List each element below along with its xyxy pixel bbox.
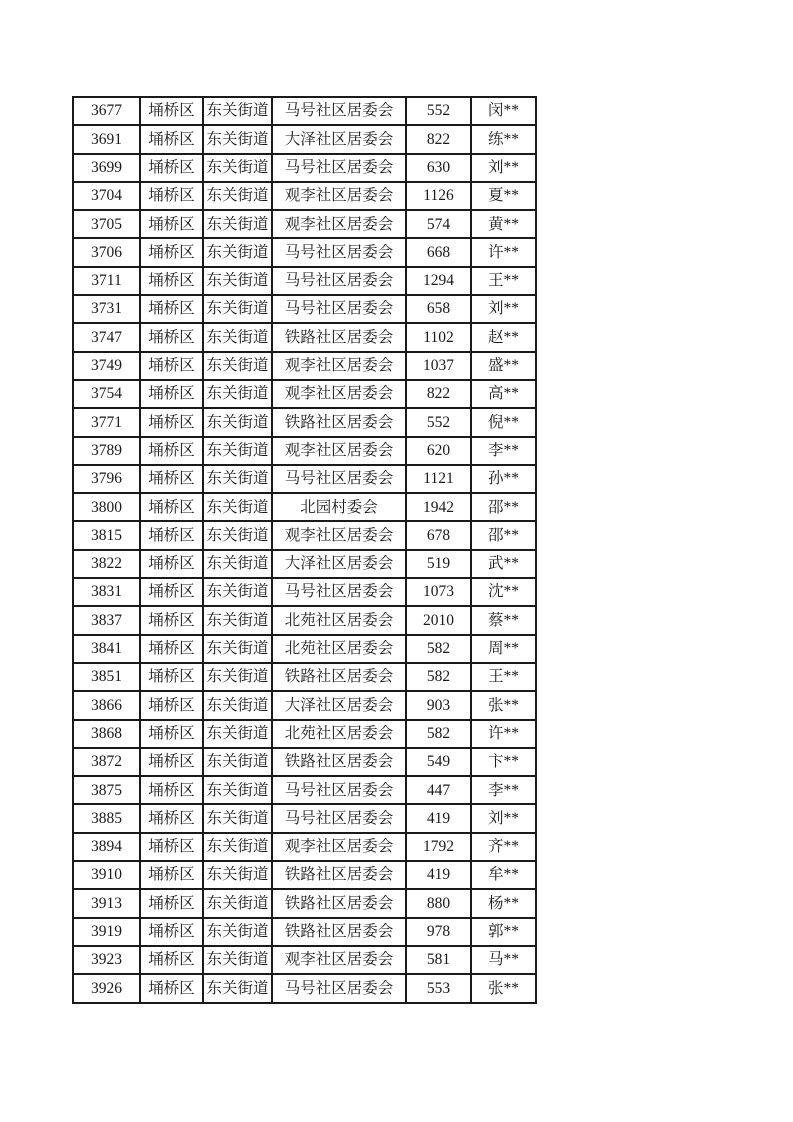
district-cell: 埇桥区 <box>140 578 203 606</box>
district-cell: 埇桥区 <box>140 804 203 832</box>
table-row <box>73 720 536 748</box>
masked_name-cell: 倪** <box>471 408 536 436</box>
count-cell: 880 <box>406 889 471 917</box>
table-row <box>73 238 536 266</box>
district-cell: 埇桥区 <box>140 182 203 210</box>
masked_name-cell: 盛** <box>471 352 536 380</box>
street-cell: 东关街道 <box>203 380 272 408</box>
table-row <box>73 804 536 832</box>
serial-cell: 3885 <box>73 804 140 832</box>
street-cell: 东关街道 <box>203 606 272 634</box>
district-cell: 埇桥区 <box>140 295 203 323</box>
count-cell: 822 <box>406 380 471 408</box>
masked_name-cell: 马** <box>471 946 536 974</box>
table-row <box>73 295 536 323</box>
count-cell: 574 <box>406 210 471 238</box>
district-cell: 埇桥区 <box>140 437 203 465</box>
street-cell: 东关街道 <box>203 352 272 380</box>
table-row <box>73 946 536 974</box>
serial-cell: 3919 <box>73 918 140 946</box>
organization-cell: 铁路社区居委会 <box>272 663 406 691</box>
table-row <box>73 889 536 917</box>
district-cell: 埇桥区 <box>140 833 203 861</box>
table-row <box>73 861 536 889</box>
count-cell: 2010 <box>406 606 471 634</box>
street-cell: 东关街道 <box>203 408 272 436</box>
district-cell: 埇桥区 <box>140 663 203 691</box>
serial-cell: 3851 <box>73 663 140 691</box>
street-cell: 东关街道 <box>203 521 272 549</box>
organization-cell: 观李社区居委会 <box>272 437 406 465</box>
masked_name-cell: 蔡** <box>471 606 536 634</box>
count-cell: 668 <box>406 238 471 266</box>
district-cell: 埇桥区 <box>140 154 203 182</box>
street-cell: 东关街道 <box>203 550 272 578</box>
table-body <box>73 97 536 1003</box>
street-cell: 东关街道 <box>203 493 272 521</box>
district-cell: 埇桥区 <box>140 606 203 634</box>
district-cell: 埇桥区 <box>140 97 203 125</box>
serial-cell: 3731 <box>73 295 140 323</box>
count-cell: 581 <box>406 946 471 974</box>
table-row <box>73 465 536 493</box>
organization-cell: 北园村委会 <box>272 493 406 521</box>
count-cell: 1792 <box>406 833 471 861</box>
organization-cell: 马号社区居委会 <box>272 238 406 266</box>
organization-cell: 马号社区居委会 <box>272 267 406 295</box>
count-cell: 978 <box>406 918 471 946</box>
serial-cell: 3749 <box>73 352 140 380</box>
table-row <box>73 380 536 408</box>
street-cell: 东关街道 <box>203 125 272 153</box>
masked_name-cell: 沈** <box>471 578 536 606</box>
serial-cell: 3910 <box>73 861 140 889</box>
organization-cell: 观李社区居委会 <box>272 352 406 380</box>
organization-cell: 北苑社区居委会 <box>272 635 406 663</box>
masked_name-cell: 高** <box>471 380 536 408</box>
district-cell: 埇桥区 <box>140 861 203 889</box>
data-table <box>72 96 537 1004</box>
table-row <box>73 578 536 606</box>
district-cell: 埇桥区 <box>140 125 203 153</box>
table-row <box>73 125 536 153</box>
district-cell: 埇桥区 <box>140 267 203 295</box>
count-cell: 419 <box>406 861 471 889</box>
serial-cell: 3677 <box>73 97 140 125</box>
serial-cell: 3923 <box>73 946 140 974</box>
street-cell: 东关街道 <box>203 691 272 719</box>
count-cell: 549 <box>406 748 471 776</box>
serial-cell: 3875 <box>73 776 140 804</box>
street-cell: 东关街道 <box>203 323 272 351</box>
table-row <box>73 267 536 295</box>
table-row <box>73 974 536 1002</box>
district-cell: 埇桥区 <box>140 210 203 238</box>
serial-cell: 3705 <box>73 210 140 238</box>
masked_name-cell: 周** <box>471 635 536 663</box>
organization-cell: 马号社区居委会 <box>272 804 406 832</box>
serial-cell: 3754 <box>73 380 140 408</box>
table-row <box>73 918 536 946</box>
masked_name-cell: 邵** <box>471 493 536 521</box>
masked_name-cell: 许** <box>471 238 536 266</box>
table-row <box>73 606 536 634</box>
organization-cell: 马号社区居委会 <box>272 97 406 125</box>
table-row <box>73 97 536 125</box>
masked_name-cell: 牟** <box>471 861 536 889</box>
serial-cell: 3699 <box>73 154 140 182</box>
count-cell: 1037 <box>406 352 471 380</box>
organization-cell: 马号社区居委会 <box>272 578 406 606</box>
district-cell: 埇桥区 <box>140 238 203 266</box>
table-row <box>73 210 536 238</box>
serial-cell: 3815 <box>73 521 140 549</box>
serial-cell: 3831 <box>73 578 140 606</box>
masked_name-cell: 邵** <box>471 521 536 549</box>
serial-cell: 3837 <box>73 606 140 634</box>
organization-cell: 马号社区居委会 <box>272 974 406 1002</box>
masked_name-cell: 齐** <box>471 833 536 861</box>
organization-cell: 马号社区居委会 <box>272 295 406 323</box>
serial-cell: 3841 <box>73 635 140 663</box>
serial-cell: 3913 <box>73 889 140 917</box>
serial-cell: 3800 <box>73 493 140 521</box>
count-cell: 582 <box>406 663 471 691</box>
organization-cell: 铁路社区居委会 <box>272 323 406 351</box>
masked_name-cell: 赵** <box>471 323 536 351</box>
organization-cell: 铁路社区居委会 <box>272 408 406 436</box>
street-cell: 东关街道 <box>203 833 272 861</box>
count-cell: 582 <box>406 720 471 748</box>
district-cell: 埇桥区 <box>140 946 203 974</box>
serial-cell: 3872 <box>73 748 140 776</box>
organization-cell: 观李社区居委会 <box>272 521 406 549</box>
masked_name-cell: 刘** <box>471 295 536 323</box>
organization-cell: 马号社区居委会 <box>272 465 406 493</box>
table-row <box>73 521 536 549</box>
street-cell: 东关街道 <box>203 635 272 663</box>
masked_name-cell: 卞** <box>471 748 536 776</box>
street-cell: 东关街道 <box>203 918 272 946</box>
count-cell: 1121 <box>406 465 471 493</box>
street-cell: 东关街道 <box>203 748 272 776</box>
organization-cell: 铁路社区居委会 <box>272 748 406 776</box>
masked_name-cell: 李** <box>471 776 536 804</box>
organization-cell: 北苑社区居委会 <box>272 720 406 748</box>
district-cell: 埇桥区 <box>140 465 203 493</box>
table-row <box>73 182 536 210</box>
organization-cell: 马号社区居委会 <box>272 776 406 804</box>
street-cell: 东关街道 <box>203 238 272 266</box>
masked_name-cell: 刘** <box>471 154 536 182</box>
count-cell: 447 <box>406 776 471 804</box>
organization-cell: 大泽社区居委会 <box>272 691 406 719</box>
district-cell: 埇桥区 <box>140 550 203 578</box>
organization-cell: 大泽社区居委会 <box>272 550 406 578</box>
count-cell: 1294 <box>406 267 471 295</box>
organization-cell: 北苑社区居委会 <box>272 606 406 634</box>
count-cell: 630 <box>406 154 471 182</box>
serial-cell: 3771 <box>73 408 140 436</box>
district-cell: 埇桥区 <box>140 691 203 719</box>
street-cell: 东关街道 <box>203 295 272 323</box>
table-row <box>73 663 536 691</box>
organization-cell: 观李社区居委会 <box>272 946 406 974</box>
masked_name-cell: 练** <box>471 125 536 153</box>
count-cell: 1942 <box>406 493 471 521</box>
count-cell: 552 <box>406 408 471 436</box>
street-cell: 东关街道 <box>203 861 272 889</box>
organization-cell: 观李社区居委会 <box>272 210 406 238</box>
serial-cell: 3711 <box>73 267 140 295</box>
count-cell: 553 <box>406 974 471 1002</box>
district-cell: 埇桥区 <box>140 776 203 804</box>
table-row <box>73 408 536 436</box>
table-row <box>73 833 536 861</box>
organization-cell: 观李社区居委会 <box>272 833 406 861</box>
masked_name-cell: 武** <box>471 550 536 578</box>
table-row <box>73 323 536 351</box>
serial-cell: 3747 <box>73 323 140 351</box>
organization-cell: 铁路社区居委会 <box>272 861 406 889</box>
serial-cell: 3926 <box>73 974 140 1002</box>
district-cell: 埇桥区 <box>140 493 203 521</box>
count-cell: 1102 <box>406 323 471 351</box>
street-cell: 东关街道 <box>203 776 272 804</box>
serial-cell: 3704 <box>73 182 140 210</box>
masked_name-cell: 李** <box>471 437 536 465</box>
district-cell: 埇桥区 <box>140 380 203 408</box>
organization-cell: 观李社区居委会 <box>272 380 406 408</box>
district-cell: 埇桥区 <box>140 521 203 549</box>
street-cell: 东关街道 <box>203 663 272 691</box>
organization-cell: 观李社区居委会 <box>272 182 406 210</box>
street-cell: 东关街道 <box>203 267 272 295</box>
organization-cell: 马号社区居委会 <box>272 154 406 182</box>
district-cell: 埇桥区 <box>140 720 203 748</box>
district-cell: 埇桥区 <box>140 748 203 776</box>
district-cell: 埇桥区 <box>140 635 203 663</box>
street-cell: 东关街道 <box>203 889 272 917</box>
serial-cell: 3796 <box>73 465 140 493</box>
street-cell: 东关街道 <box>203 804 272 832</box>
organization-cell: 铁路社区居委会 <box>272 918 406 946</box>
masked_name-cell: 杨** <box>471 889 536 917</box>
table-row <box>73 352 536 380</box>
district-cell: 埇桥区 <box>140 408 203 436</box>
count-cell: 1126 <box>406 182 471 210</box>
count-cell: 1073 <box>406 578 471 606</box>
street-cell: 东关街道 <box>203 578 272 606</box>
street-cell: 东关街道 <box>203 437 272 465</box>
count-cell: 903 <box>406 691 471 719</box>
table-row <box>73 550 536 578</box>
serial-cell: 3789 <box>73 437 140 465</box>
masked_name-cell: 许** <box>471 720 536 748</box>
masked_name-cell: 孙** <box>471 465 536 493</box>
masked_name-cell: 夏** <box>471 182 536 210</box>
count-cell: 582 <box>406 635 471 663</box>
organization-cell: 铁路社区居委会 <box>272 889 406 917</box>
masked_name-cell: 刘** <box>471 804 536 832</box>
masked_name-cell: 王** <box>471 663 536 691</box>
serial-cell: 3866 <box>73 691 140 719</box>
table-row <box>73 691 536 719</box>
street-cell: 东关街道 <box>203 210 272 238</box>
count-cell: 822 <box>406 125 471 153</box>
serial-cell: 3691 <box>73 125 140 153</box>
district-cell: 埇桥区 <box>140 918 203 946</box>
street-cell: 东关街道 <box>203 946 272 974</box>
masked_name-cell: 王** <box>471 267 536 295</box>
serial-cell: 3894 <box>73 833 140 861</box>
organization-cell: 大泽社区居委会 <box>272 125 406 153</box>
masked_name-cell: 郭** <box>471 918 536 946</box>
district-cell: 埇桥区 <box>140 889 203 917</box>
street-cell: 东关街道 <box>203 182 272 210</box>
street-cell: 东关街道 <box>203 97 272 125</box>
count-cell: 678 <box>406 521 471 549</box>
table-row <box>73 635 536 663</box>
serial-cell: 3822 <box>73 550 140 578</box>
street-cell: 东关街道 <box>203 720 272 748</box>
masked_name-cell: 闵** <box>471 97 536 125</box>
table-row <box>73 493 536 521</box>
street-cell: 东关街道 <box>203 465 272 493</box>
table-row <box>73 748 536 776</box>
masked_name-cell: 张** <box>471 974 536 1002</box>
street-cell: 东关街道 <box>203 974 272 1002</box>
count-cell: 620 <box>406 437 471 465</box>
count-cell: 658 <box>406 295 471 323</box>
serial-cell: 3706 <box>73 238 140 266</box>
masked_name-cell: 黄** <box>471 210 536 238</box>
count-cell: 552 <box>406 97 471 125</box>
masked_name-cell: 张** <box>471 691 536 719</box>
serial-cell: 3868 <box>73 720 140 748</box>
district-cell: 埇桥区 <box>140 323 203 351</box>
count-cell: 419 <box>406 804 471 832</box>
district-cell: 埇桥区 <box>140 974 203 1002</box>
street-cell: 东关街道 <box>203 154 272 182</box>
table-row <box>73 776 536 804</box>
district-cell: 埇桥区 <box>140 352 203 380</box>
table-row <box>73 154 536 182</box>
table-row <box>73 437 536 465</box>
count-cell: 519 <box>406 550 471 578</box>
